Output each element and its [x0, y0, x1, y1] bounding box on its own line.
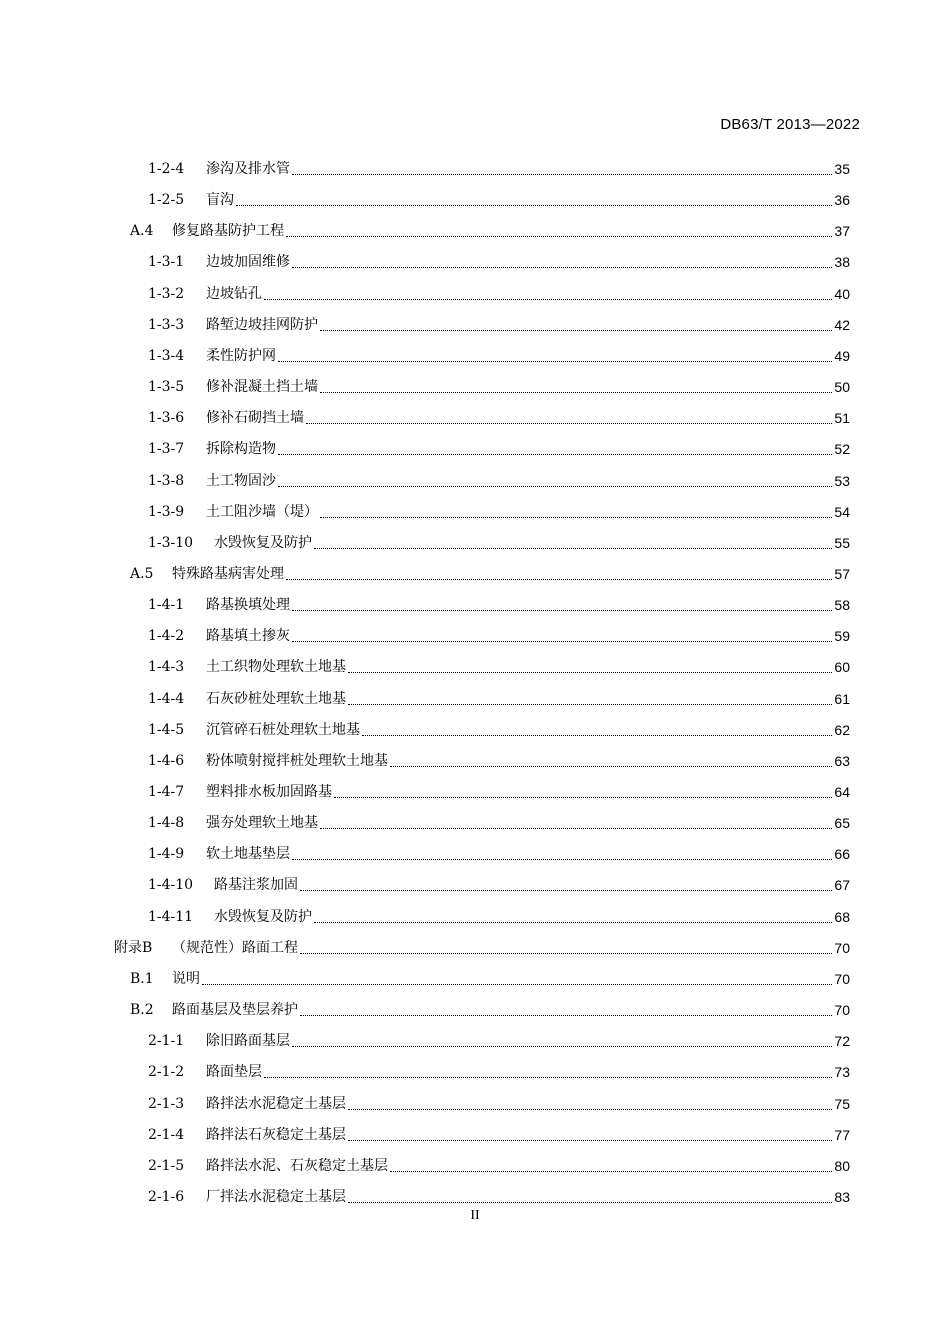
toc-dot-leader [320, 828, 832, 829]
toc-dot-leader [292, 859, 832, 860]
toc-entry[interactable] [148, 1179, 850, 1207]
toc-entry[interactable] [148, 899, 850, 927]
toc-entry-title: 说明 [172, 970, 200, 987]
toc-entry-number: 1-3-7 [148, 441, 185, 458]
toc-entry[interactable] [148, 743, 850, 771]
toc-entry-page: 65 [834, 815, 850, 832]
toc-entry-title: 特殊路基病害处理 [172, 565, 284, 582]
toc-entry[interactable] [148, 494, 850, 522]
toc-dot-leader [348, 1140, 832, 1141]
toc-dot-leader [320, 517, 832, 518]
toc-entry-page: 77 [834, 1126, 850, 1143]
toc-entry-title: 厂拌法水泥稳定土基层 [206, 1188, 346, 1205]
toc-entry-title: 土工阻沙墙（堤） [206, 503, 318, 520]
toc-dot-leader [202, 984, 832, 985]
document-code: DB63/T 2013—2022 [720, 116, 860, 133]
toc-entry-page: 80 [834, 1157, 850, 1174]
toc-entry-page: 70 [834, 1002, 850, 1019]
toc-entry-page: 36 [834, 192, 850, 209]
toc-entry-page: 58 [834, 597, 850, 614]
toc-entry-page: 83 [834, 1188, 850, 1205]
toc-entry-title: 盲沟 [206, 192, 234, 209]
toc-entry[interactable] [148, 1148, 850, 1176]
toc-entry-number: 1-4-9 [148, 846, 185, 863]
toc-dot-leader [390, 1171, 832, 1172]
toc-entry-title: 路基换填处理 [206, 597, 290, 614]
toc-entry[interactable] [148, 1086, 850, 1114]
toc-entry[interactable] [148, 431, 850, 459]
toc-entry-title: 路面基层及垫层养护 [172, 1002, 298, 1019]
toc-dot-leader [264, 299, 832, 300]
toc-dot-leader [390, 766, 832, 767]
toc-entry-page: 73 [834, 1064, 850, 1081]
toc-dot-leader [286, 579, 832, 580]
toc-entry-number: 1-3-6 [148, 410, 185, 427]
toc-entry-page: 59 [834, 628, 850, 645]
toc-dot-leader [306, 423, 832, 424]
toc-entry[interactable] [130, 992, 850, 1020]
toc-entry-title: （规范性）路面工程 [172, 939, 298, 956]
toc-entry-number: 1-4-10 [148, 877, 194, 894]
toc-dot-leader [278, 486, 832, 487]
toc-entry-title: 渗沟及排水管 [206, 161, 290, 177]
toc-entry-title: 柔性防护网 [206, 347, 276, 364]
toc-dot-leader [362, 735, 832, 736]
toc-entry-number: 1-4-11 [148, 908, 194, 925]
toc-entry-number: 1-4-6 [148, 752, 185, 769]
toc-entry-number: 1-2-5 [148, 192, 185, 209]
toc-entry-title: 水毁恢复及防护 [214, 534, 312, 551]
toc-entry[interactable] [148, 307, 850, 335]
toc-entry-page: 64 [834, 784, 850, 800]
toc-entry-title: 修补混凝土挡土墙 [206, 379, 318, 396]
toc-entry[interactable] [148, 182, 850, 210]
toc-entry-number: 2-1-4 [148, 1126, 185, 1143]
toc-dot-leader [300, 953, 832, 954]
toc-dot-leader [348, 704, 832, 705]
toc-entry-title: 修复路基防护工程 [172, 223, 284, 240]
toc-entry-title: 强夯处理软土地基 [206, 815, 318, 832]
toc-dot-leader [320, 330, 832, 331]
toc-entry-page: 37 [834, 223, 850, 240]
toc-entry[interactable] [148, 338, 850, 366]
toc-entry-number: 1-2-4 [148, 161, 185, 177]
toc-entry-page: 52 [834, 441, 850, 458]
toc-entry-title: 软土地基垫层 [206, 846, 290, 863]
toc-entry-number: 1-3-9 [148, 503, 185, 520]
toc-entry-title: 路拌法水泥、石灰稳定土基层 [206, 1157, 388, 1174]
toc-entry-page: 51 [834, 410, 850, 427]
toc-entry-number: 1-3-4 [148, 347, 185, 364]
toc-entry-number: 2-1-1 [148, 1033, 185, 1050]
toc-entry-number: 1-3-5 [148, 379, 185, 396]
toc-entry-page: 70 [834, 970, 850, 987]
toc-entry-title: 路拌法石灰稳定土基层 [206, 1126, 346, 1143]
toc-entry-title: 除旧路面基层 [206, 1033, 290, 1050]
toc-entry-number: 1-3-10 [148, 534, 194, 551]
toc-dot-leader [348, 672, 832, 673]
toc-entry[interactable] [148, 463, 850, 491]
toc-dot-leader [334, 797, 832, 798]
toc-dot-leader [348, 1202, 832, 1203]
toc-entry[interactable] [148, 276, 850, 304]
toc-entry[interactable] [148, 867, 850, 895]
toc-entry-number: 2-1-2 [148, 1064, 185, 1081]
toc-entry-title: 沉管碎石桩处理软土地基 [206, 721, 360, 738]
toc-entry-page: 67 [834, 877, 850, 894]
toc-dot-leader [292, 267, 832, 268]
toc-entry-number: 1-4-7 [148, 784, 185, 800]
toc-entry-page: 72 [834, 1033, 850, 1050]
toc-entry[interactable] [130, 961, 850, 989]
toc-entry[interactable] [114, 930, 850, 958]
toc-entry-title: 路基注浆加固 [214, 877, 298, 894]
toc-entry[interactable] [148, 836, 850, 864]
toc-dot-leader [300, 890, 832, 891]
toc-entry[interactable] [148, 649, 850, 677]
toc-entry[interactable] [148, 774, 850, 802]
toc-entry[interactable] [148, 369, 850, 397]
toc-entry-number: 1-4-4 [148, 690, 185, 707]
toc-entry-title: 路面垫层 [206, 1064, 262, 1081]
toc-entry-number: 1-3-2 [148, 285, 185, 302]
toc-entry-page: 68 [834, 908, 850, 925]
toc-entry-number: 附录B [114, 939, 153, 956]
toc-entry-title: 路堑边坡挂网防护 [206, 316, 318, 333]
toc-entry-page: 49 [834, 347, 850, 364]
toc-dot-leader [292, 1046, 832, 1047]
toc-entry-page: 70 [834, 939, 850, 956]
toc-dot-leader [292, 641, 832, 642]
toc-dot-leader [314, 548, 832, 549]
toc-dot-leader [292, 174, 832, 175]
toc-entry-number: 1-3-8 [148, 472, 185, 489]
toc-entry-page: 38 [834, 254, 850, 271]
toc-entry[interactable] [130, 213, 850, 241]
toc-entry-number: 2-1-3 [148, 1095, 185, 1112]
toc-entry-page: 57 [834, 565, 850, 582]
toc-dot-leader [264, 1077, 832, 1078]
toc-dot-leader [300, 1015, 832, 1016]
toc-dot-leader [320, 392, 832, 393]
toc-entry-title: 土工物固沙 [206, 472, 276, 489]
toc-entry-number: A.4 [130, 223, 154, 240]
toc-entry-number: 1-3-1 [148, 254, 185, 271]
toc-entry-title: 土工织物处理软土地基 [206, 659, 346, 676]
toc-entry-title: 路拌法水泥稳定土基层 [206, 1095, 346, 1112]
toc-entry-title: 拆除构造物 [206, 441, 276, 458]
toc-entry-number: B.1 [130, 970, 154, 987]
toc-dot-leader [314, 922, 832, 923]
toc-entry-number: 2-1-6 [148, 1188, 185, 1205]
toc-entry-number: 1-4-3 [148, 659, 185, 676]
toc-entry-page: 53 [834, 472, 850, 489]
toc-entry-page: 35 [834, 161, 850, 177]
toc-entry-title: 塑料排水板加固路基 [206, 784, 332, 800]
toc-entry[interactable] [148, 244, 850, 272]
toc-dot-leader [278, 361, 832, 362]
toc-entry[interactable] [148, 618, 850, 646]
toc-entry[interactable] [148, 525, 850, 553]
toc-entry-number: 1-4-2 [148, 628, 185, 645]
toc-entry-page: 75 [834, 1095, 850, 1112]
toc-entry-number: 2-1-5 [148, 1157, 185, 1174]
toc-entry-page: 42 [834, 316, 850, 333]
toc-entry-page: 60 [834, 659, 850, 676]
toc-entry[interactable] [148, 400, 850, 428]
toc-entry-number: B.2 [130, 1002, 154, 1019]
toc-entry[interactable] [148, 151, 850, 179]
toc-entry-number: 1-4-5 [148, 721, 185, 738]
toc-entry[interactable] [148, 1023, 850, 1051]
toc-entry[interactable] [148, 587, 850, 615]
toc-entry[interactable] [148, 712, 850, 740]
toc-entry-page: 63 [834, 752, 850, 769]
toc-entry-page: 40 [834, 285, 850, 302]
toc-dot-leader [278, 454, 832, 455]
toc-entry[interactable] [148, 1117, 850, 1145]
toc-entry-number: 1-3-3 [148, 316, 185, 333]
toc-entry-title: 路基填土掺灰 [206, 628, 290, 645]
toc-entry-page: 55 [834, 534, 850, 551]
toc-entry-number: 1-4-1 [148, 597, 185, 614]
toc-dot-leader [292, 610, 832, 611]
toc-dot-leader [348, 1109, 832, 1110]
toc-entry-page: 50 [834, 379, 850, 396]
toc-entry-title: 修补石砌挡土墙 [206, 410, 304, 427]
toc-entry-title: 边坡加固维修 [206, 254, 290, 271]
toc-entry-page: 66 [834, 846, 850, 863]
page-number: II [470, 1208, 480, 1223]
toc-entry[interactable] [148, 681, 850, 709]
toc-entry-title: 石灰砂桩处理软土地基 [206, 690, 346, 707]
toc-entry-title: 边坡钻孔 [206, 285, 262, 302]
toc-entry-title: 水毁恢复及防护 [214, 908, 312, 925]
toc-entry-number: 1-4-8 [148, 815, 185, 832]
toc-entry-page: 61 [834, 690, 850, 707]
toc-entry-page: 62 [834, 721, 850, 738]
toc-entry-page: 54 [834, 503, 850, 520]
toc-entry[interactable] [130, 556, 850, 584]
toc-dot-leader [236, 205, 832, 206]
toc-entry-title: 粉体喷射搅拌桩处理软土地基 [206, 752, 388, 769]
toc-entry-number: A.5 [130, 565, 154, 582]
toc-dot-leader [286, 236, 832, 237]
toc-entry[interactable] [148, 805, 850, 833]
toc-entry[interactable] [148, 1054, 850, 1082]
